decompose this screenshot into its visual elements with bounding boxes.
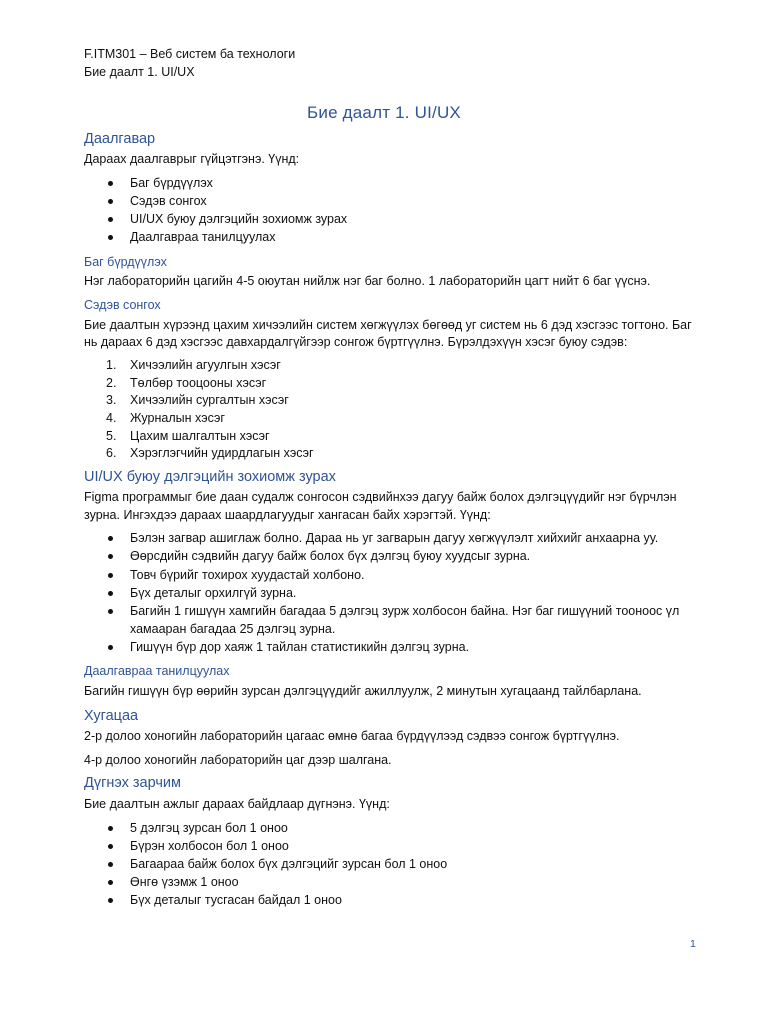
list-item: Бүх деталыг тусгасан байдал 1 оноо [130,893,342,907]
present-text: Багийн гишүүн бүр өөрийн зурсан дэлгэцүүдийг ажиллуулж, 2 минутын хугацаанд тайлбарлана. [84,684,642,698]
list-item: Цахим шалгалтын хэсэг [130,429,270,443]
bullet-icon [108,609,113,614]
list-item: UI/UX буюу дэлгэцийн зохиомж зурах [130,212,348,226]
list-number: 2. [106,376,117,390]
heading-design: UI/UX буюу дэлгэцийн зохиомж зурах [84,469,336,485]
heading-team: Баг бүрдүүлэх [84,255,167,269]
list-item: Бүх деталыг орхилгүй зурна. [130,586,297,600]
list-item: Хичээлийн сургалтын хэсэг [130,393,289,407]
list-item: Гишүүн бүр дор хаяж 1 тайлан статистикийн дэлгэц зурна. [130,640,470,654]
bullet-icon [108,862,113,867]
page-number: 1 [690,938,696,950]
list-item: Төлбөр тооцооны хэсэг [130,376,267,390]
list-number: 6. [106,446,117,460]
bullet-icon [108,880,113,885]
bullet-icon [108,591,113,596]
assignment-intro: Дараах даалгаврыг гүйцэтгэнэ. Үүнд: [84,152,300,166]
bullet-icon [108,898,113,903]
list-item: Журналын хэсэг [130,411,225,425]
list-item: Багийн 1 гишүүн хамгийн багадаа 5 дэлгэц зурж холбосон байна. Нэг баг гишүүний тооноос үл [130,604,680,618]
bullet-icon [108,217,113,222]
bullet-icon [108,573,113,578]
heading-present: Даалгавраа танилцуулах [84,664,230,678]
bullet-icon [108,645,113,650]
deadline-text-line1: 2-р долоо хоногийн лабораторийн цагаас өмнө багаа бүрдүүлээд сэдвээ сонгож бүртгүүлнэ. [84,729,620,743]
topic-text-line1: Бие даалтын хүрээнд цахим хичээлийн систем хөгжүүлэх бөгөөд уг систем нь 6 дэд хэсгээс тогтоно. Баг [84,318,692,332]
design-text-line1: Figma программыг бие даан судалж сонгосон сэдвийнхээ дагуу байж болох дэлгэцүүдийг нэг бүрчлэн [84,490,677,504]
bullet-icon [108,826,113,831]
bullet-icon [108,235,113,240]
heading-topic: Сэдэв сонгох [84,298,161,312]
list-item-continuation: хамааран багадаа 25 дэлгэц зурна. [130,622,336,636]
list-number: 5. [106,429,117,443]
list-item: Даалгавраа танилцуулах [130,230,276,244]
list-number: 4. [106,411,117,425]
list-item: Хэрэглэгчийн удирдлагын хэсэг [130,446,314,460]
heading-deadline: Хугацаа [84,708,139,724]
document-title: Бие даалт 1. UI/UX [307,103,461,122]
bullet-icon [108,536,113,541]
list-item: Баг бүрдүүлэх [130,176,213,190]
list-item: Өөрсдийн сэдвийн дагуу байж болох бүх дэлгэц буюу хуудсыг зурна. [130,549,531,563]
list-item: Товч бүрийг тохирох хуудастай холбоно. [130,568,365,582]
bullet-icon [108,199,113,204]
bullet-icon [108,554,113,559]
list-item: Бэлэн загвар ашиглаж болно. Дараа нь уг загварын дагуу хөгжүүлэлт хийхийг анхаарна уу. [130,531,659,545]
list-number: 1. [106,358,117,372]
deadline-text-line2: 4-р долоо хоногийн лабораторийн цаг дээр шалгана. [84,753,392,767]
header-assignment: Бие даалт 1. UI/UX [84,65,195,79]
list-item: Сэдэв сонгох [130,194,207,208]
list-item: 5 дэлгэц зурсан бол 1 оноо [130,821,288,835]
list-item: Багаараа байж болох бүх дэлгэцийг зурсан бол 1 оноо [130,857,448,871]
list-item: Өнгө үзэмж 1 оноо [130,875,239,889]
bullet-icon [108,181,113,186]
header-course: F.ITM301 – Веб систем ба технологи [84,47,296,61]
heading-assignment: Даалгавар [84,131,156,147]
list-number: 3. [106,393,117,407]
list-item: Хичээлийн агуулгын хэсэг [130,358,281,372]
grading-intro: Бие даалтын ажлыг дараах байдлаар дүгнэнэ. Үүнд: [84,797,390,811]
bullet-icon [108,844,113,849]
team-text: Нэг лабораторийн цагийн 4-5 оюутан нийлж нэг баг болно. 1 лабораторийн цагт нийт 6 баг үүснэ. [84,274,651,288]
heading-grading: Дүгнэх зарчим [84,775,181,791]
list-item: Бүрэн холбосон бол 1 оноо [130,839,289,853]
design-text-line2: зурна. Ингэхдээ дараах шаардлагуудыг хангасан байх хэрэгтэй. Үүнд: [84,508,491,522]
topic-text-line2: нь дараах 6 дэд хэсгээс давхардалгүйгээр сонгож бүртгүүлнэ. Бүрэлдэхүүн хэсэг буюу сэдэв: [84,335,628,349]
